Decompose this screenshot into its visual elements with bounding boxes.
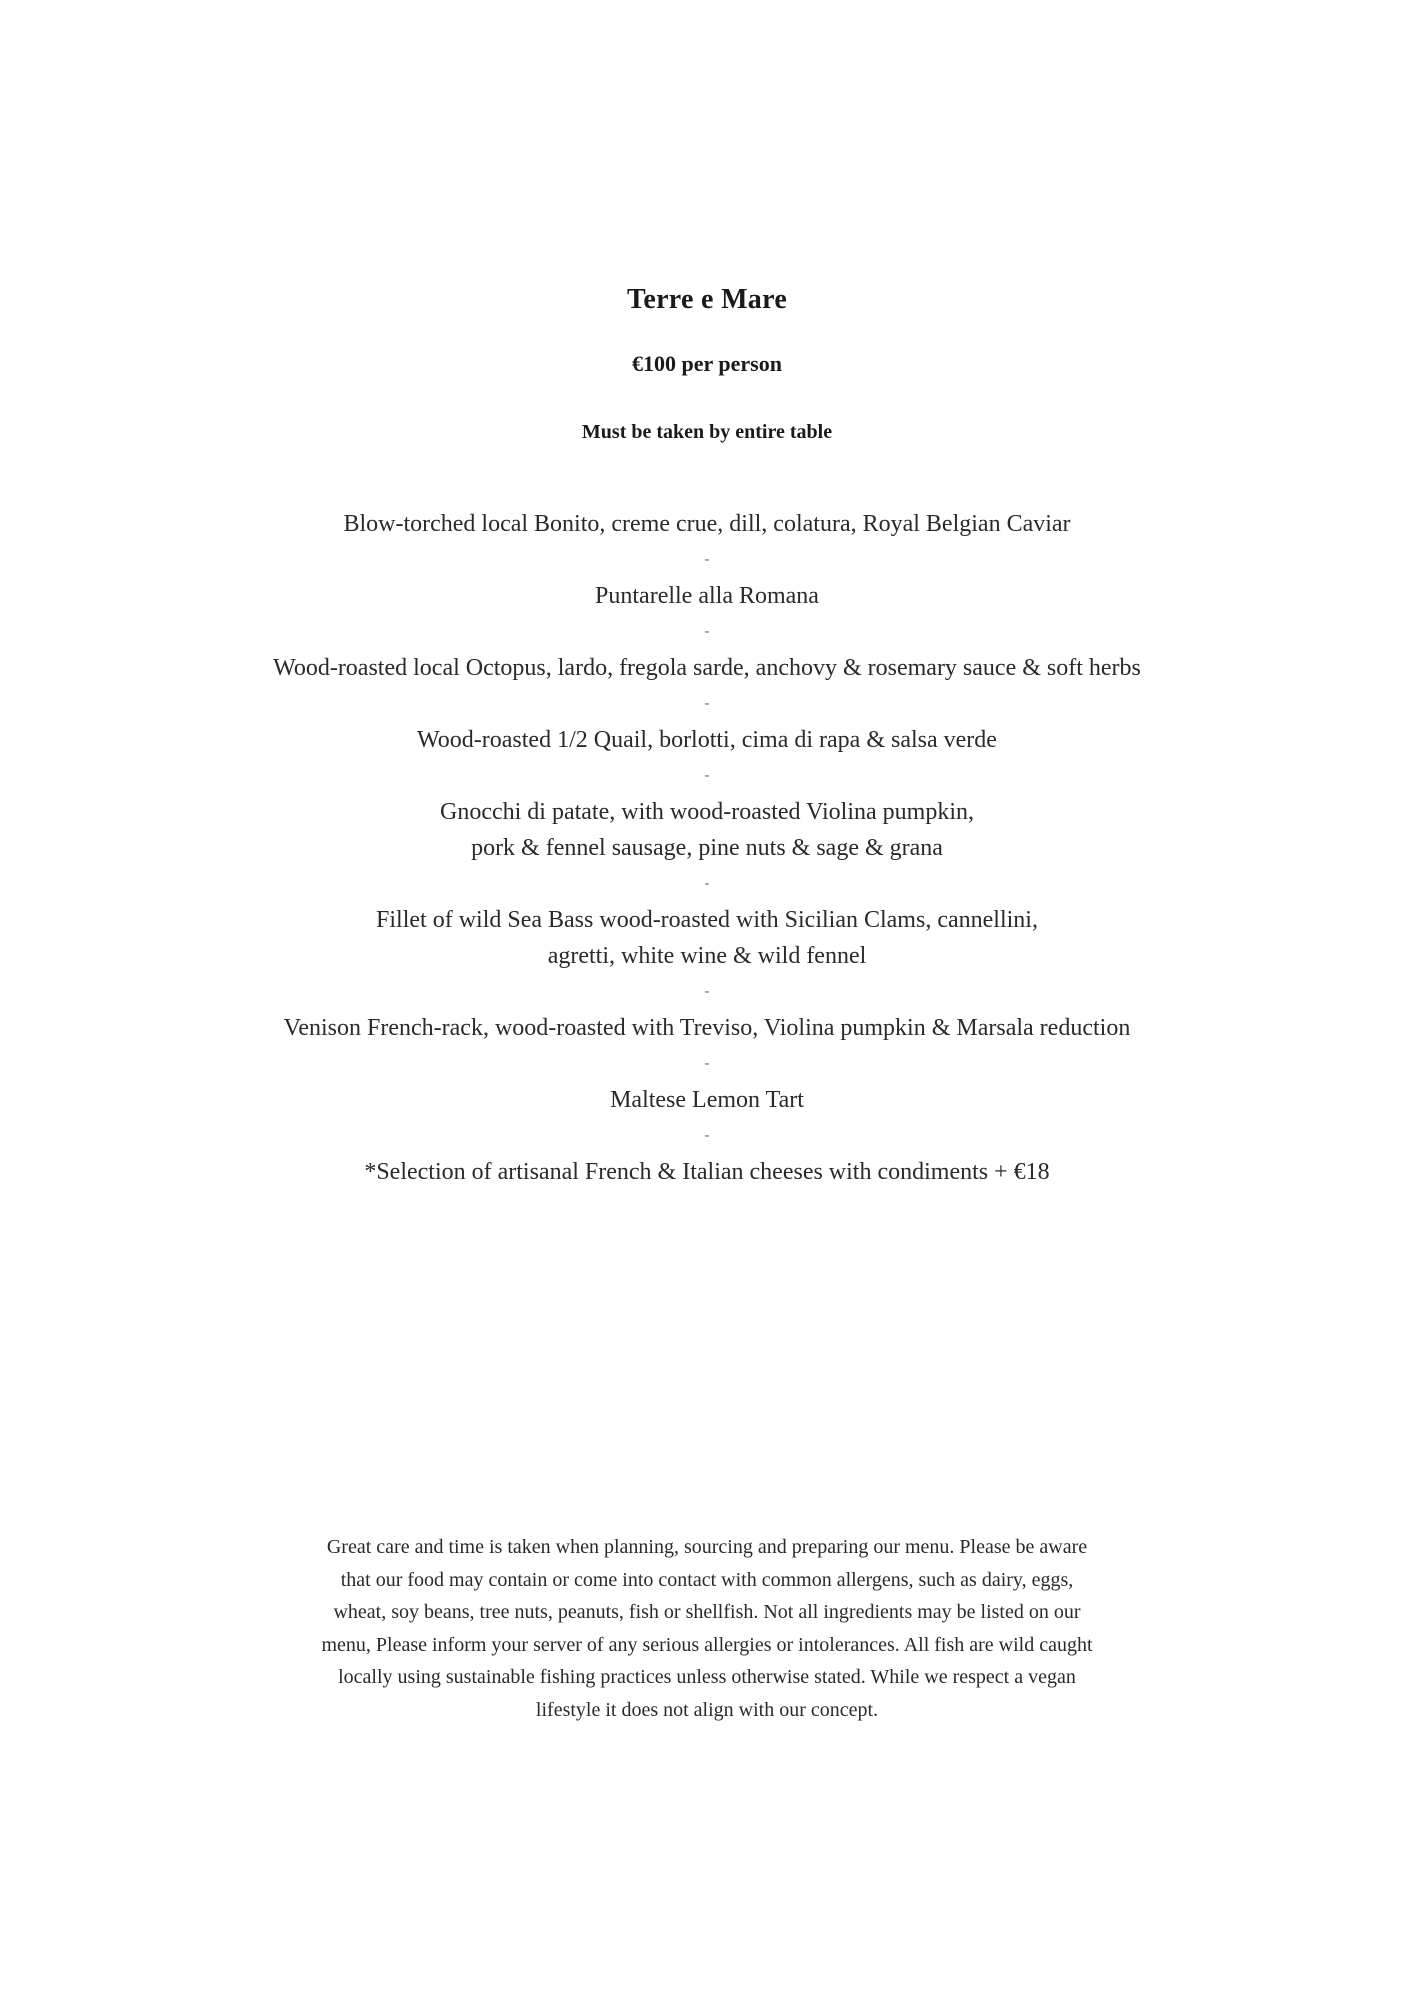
disclaimer-line: that our food may contain or come into contact with common allergens, such as dairy, eggs, <box>340 1568 1074 1591</box>
course-text: Maltese Lemon Tart <box>610 1087 804 1113</box>
course-item <box>0 902 1414 974</box>
menu-price: €100 per person <box>632 351 782 376</box>
course-text: Venison French-rack, wood-roasted with Treviso, Violina pumpkin & Marsala reduction <box>283 1015 1131 1041</box>
course-text: *Selection of artisanal French & Italian cheeses with condiments + €18 <box>364 1159 1050 1185</box>
disclaimer-line: Great care and time is taken when planning, sourcing and preparing our menu. Please be aware <box>326 1536 1088 1558</box>
course-text: Puntarelle alla Romana <box>595 583 819 609</box>
course-separator: - <box>704 552 710 567</box>
disclaimer-line: lifestyle it does not align with our concept. <box>535 1698 879 1721</box>
course-item <box>0 1010 1414 1046</box>
course-separator: - <box>704 624 710 639</box>
disclaimer-line: menu, Please inform your server of any serious allergies or intolerances. All fish are wild caught <box>321 1633 1093 1656</box>
disclaimer-line: locally using sustainable fishing practices unless otherwise stated. While we respect a vegan <box>338 1666 1076 1688</box>
course-separator: - <box>704 1128 710 1143</box>
menu-note: Must be taken by entire table <box>581 421 833 443</box>
course-text: Gnocchi di patate, with wood-roasted Violina pumpkin, <box>439 799 974 825</box>
course-separator: - <box>704 984 710 999</box>
course-separator: - <box>704 696 710 711</box>
course-item <box>0 578 1414 614</box>
course-text: agretti, white wine & wild fennel <box>547 943 867 969</box>
course-item <box>0 722 1414 758</box>
course-text: pork & fennel sausage, pine nuts & sage & grana <box>471 835 943 861</box>
menu-title: Terre e Mare <box>626 284 788 315</box>
course-separator: - <box>704 1056 710 1071</box>
disclaimer-line: wheat, soy beans, tree nuts, peanuts, fish or shellfish. Not all ingredients may be listed on our <box>333 1601 1081 1623</box>
course-text: Fillet of wild Sea Bass wood-roasted with Sicilian Clams, cannellini, <box>376 907 1038 933</box>
course-item <box>0 1082 1414 1118</box>
course-text: Blow-torched local Bonito, creme crue, dill, colatura, Royal Belgian Caviar <box>343 511 1071 537</box>
course-separator: - <box>704 768 710 783</box>
course-text: Wood-roasted local Octopus, lardo, fregola sarde, anchovy & rosemary sauce & soft herbs <box>273 655 1141 681</box>
course-item <box>0 506 1414 542</box>
allergen-disclaimer <box>257 1531 1157 1726</box>
course-item <box>0 650 1414 686</box>
course-list <box>0 506 1414 1190</box>
course-item <box>0 1154 1414 1190</box>
course-text: Wood-roasted 1/2 Quail, borlotti, cima di rapa & salsa verde <box>417 727 997 753</box>
course-item <box>0 794 1414 866</box>
course-separator: - <box>704 876 710 891</box>
